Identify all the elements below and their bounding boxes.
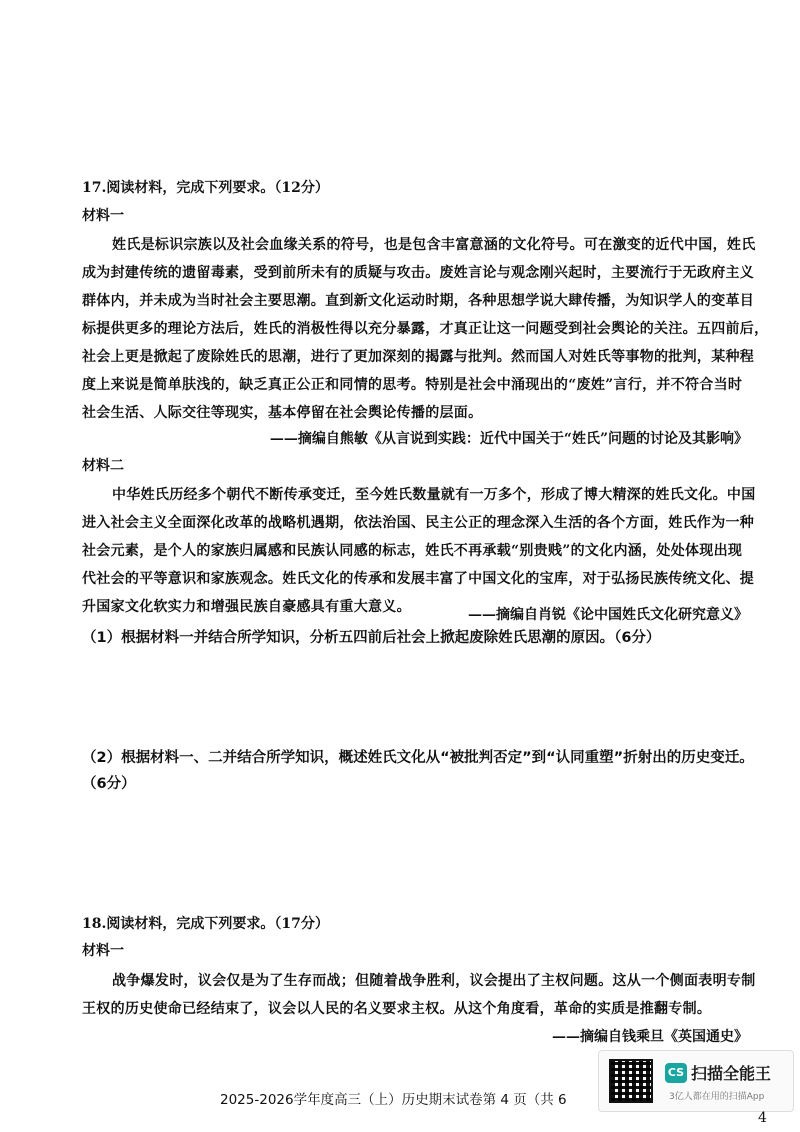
- q17-m2-line-2: 进入社会主义全面深化改革的战略机遇期，依法治国、民主公正的理念深入生活的各个方面，姓氏作为一种: [82, 515, 755, 531]
- scanner-app-tagline: 3亿人都在用的扫描App: [669, 1092, 765, 1102]
- qr-code-icon: [609, 1059, 653, 1103]
- question-17-title: 17.阅读材料，完成下列要求。（12分）: [82, 180, 329, 196]
- q17-m1-source: ——摘编自熊敏《从言说到实践：近代中国关于“姓氏”问题的讨论及其影响》: [269, 431, 748, 447]
- scanner-app-name: 扫描全能王: [691, 1064, 772, 1083]
- q17-m1-line-7: 社会生活、人际交往等现实，基本停留在社会舆论传播的层面。: [82, 405, 483, 421]
- camscanner-logo-icon: CS: [665, 1063, 687, 1083]
- q17-m2-line-4: 代社会的平等意识和家族观念。姓氏文化的传承和发展丰富了中国文化的宝库，对于弘扬民族传统文化、提: [82, 571, 755, 587]
- question-18-title: 18.阅读材料，完成下列要求。（17分）: [82, 916, 329, 932]
- q17-m1-line-1: 姓氏是标识宗族以及社会血缘关系的符号，也是包含丰富意涵的文化符号。可在激变的近代中国，姓氏: [112, 237, 756, 253]
- q17-m1-line-6: 度上来说是简单肤浅的，缺乏真正公正和同情的思考。特别是社会中涌现出的“废姓”言行，并不符合当时: [82, 377, 743, 393]
- q18-material-1-label: 材料一: [82, 943, 124, 959]
- q17-m1-line-2: 成为封建传统的遗留毒素，受到前所未有的质疑与攻击。废姓言论与观念刚兴起时，主要流行于无政府主义: [82, 265, 755, 281]
- q17-material-1-label: 材料一: [82, 208, 124, 224]
- q18-m1-line-2: 王权的历史使命已经结束了，议会以人民的名义要求主权。从这个角度看，革命的实质是推翻专制。: [82, 1001, 712, 1017]
- q17-m2-line-1: 中华姓氏历经多个朝代不断传承变迁，至今姓氏数量就有一万多个，形成了博大精深的姓氏文化。中国: [112, 487, 756, 503]
- q18-m1-source: ——摘编自钱乘旦《英国通史》: [552, 1029, 748, 1045]
- page-number: 4: [758, 1110, 767, 1126]
- q17-m1-line-3: 群体内，并未成为当时社会主要思潮。直到新文化运动时期，各种思想学说大肆传播，为知识学人的变革目: [82, 293, 755, 309]
- q17-m1-line-5: 社会上更是掀起了废除姓氏的思潮，进行了更加深刻的揭露与批判。然而国人对姓氏等事物的批判，某种程: [82, 349, 755, 365]
- q17-ask-2-line-2: （6分）: [82, 776, 136, 792]
- q17-ask-1: （1）根据材料一并结合所学知识，分析五四前后社会上掀起废除姓氏思潮的原因。（6分）: [82, 630, 661, 646]
- q17-m2-source: ——摘编自肖锐《论中国姓氏文化研究意义》: [468, 607, 748, 623]
- q18-m1-line-1: 战争爆发时，议会仅是为了生存而战；但随着战争胜利，议会提出了主权问题。这从一个侧面表明专制: [112, 973, 756, 989]
- q17-material-2-label: 材料二: [82, 458, 124, 474]
- q17-m2-line-5: 升国家文化软实力和增强民族自豪感具有重大意义。: [82, 599, 411, 615]
- scanner-watermark-badge: [598, 1050, 794, 1112]
- q17-m1-line-4: 标提供更多的理论方法后，姓氏的消极性得以充分暴露，才真正让这一问题受到社会舆论的关注。五四前后，: [82, 321, 769, 337]
- q17-m2-line-3: 社会元素，是个人的家族归属感和民族认同感的标志，姓氏不再承载“别贵贱”的文化内涵，处处体现出现: [82, 543, 743, 559]
- page-footer: 2025-2026学年度高三（上）历史期末试卷第 4 页（共 6: [220, 1092, 567, 1108]
- q17-ask-2-line-1: （2）根据材料一、二并结合所学知识，概述姓氏文化从“被批判否定”到“认同重塑”折射出的历史变迁。: [82, 750, 754, 766]
